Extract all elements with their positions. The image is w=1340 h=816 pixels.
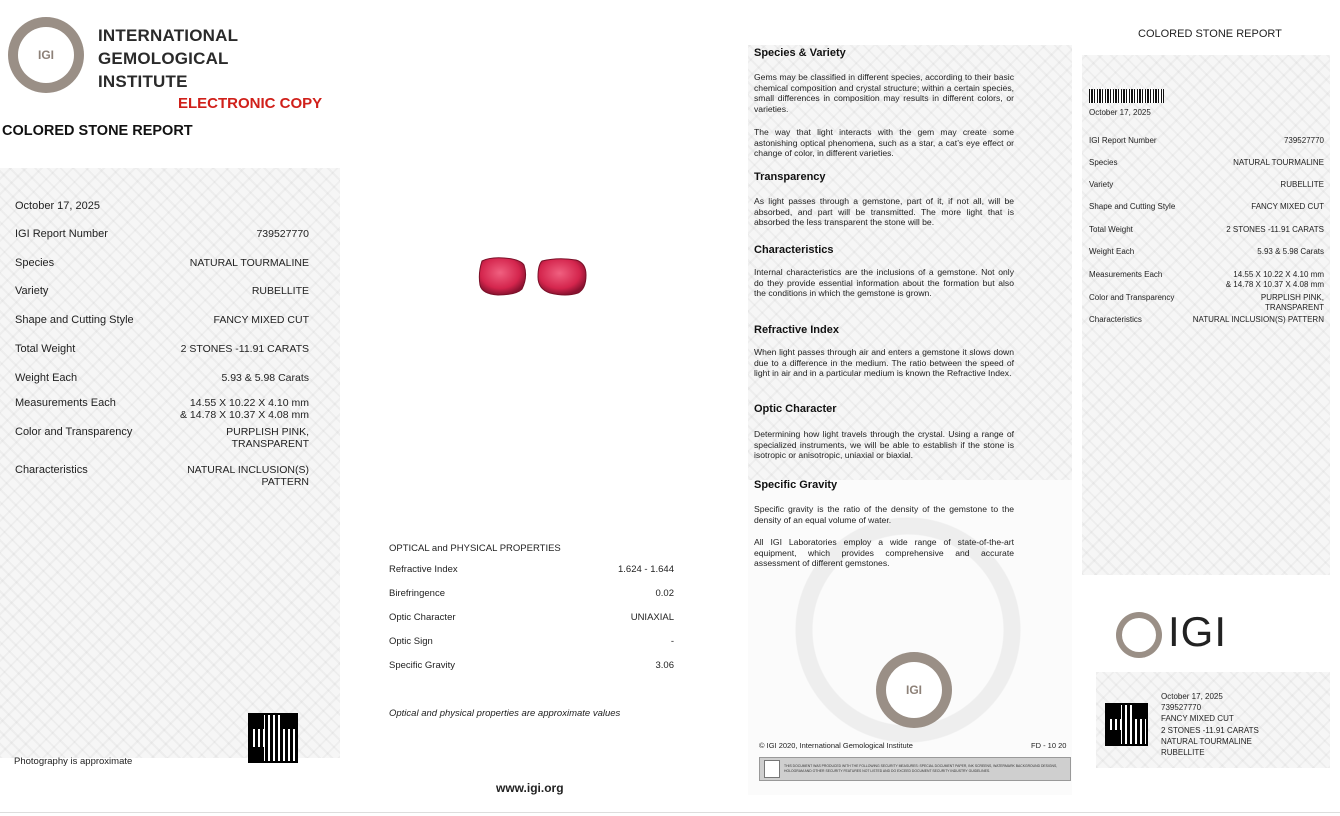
report-row xyxy=(15,464,309,488)
section-heading: Refractive Index xyxy=(754,324,839,336)
report-row xyxy=(15,228,309,240)
row-label: Variety xyxy=(15,285,49,297)
bottom-divider xyxy=(0,812,1340,813)
row-value xyxy=(187,464,309,488)
summary-label: Characteristics xyxy=(1089,315,1142,324)
property-label: Optic Character xyxy=(389,612,456,623)
report-row xyxy=(15,372,309,384)
igi-logo-text: IGI xyxy=(1168,608,1228,655)
row-value-line1: NATURAL INCLUSION(S) xyxy=(187,464,309,476)
property-label: Specific Gravity xyxy=(389,660,455,671)
row-value: 5.93 & 5.98 Carats xyxy=(221,372,309,384)
row-label: Characteristics xyxy=(15,464,88,476)
report-date: October 17, 2025 xyxy=(15,200,101,212)
row-value xyxy=(180,397,309,421)
summary-label: Measurements Each xyxy=(1089,270,1163,279)
row-label: Weight Each xyxy=(15,372,78,384)
summary-label: Total Weight xyxy=(1089,225,1133,234)
barcode xyxy=(1089,89,1164,103)
institute-name xyxy=(98,24,238,93)
summary-title: COLORED STONE REPORT xyxy=(1138,28,1282,40)
property-value: 3.06 xyxy=(655,660,674,671)
section-paragraph: Internal characteristics are the inclusions of a gemstone. Not only do they provide essential information about the formation but also the conditions in which the gemstone is grown. xyxy=(754,267,1014,299)
row-value: 2 STONES -11.91 CARATS xyxy=(180,343,309,355)
property-label: Refractive Index xyxy=(389,564,458,575)
label-line: October 17, 2025 xyxy=(1161,692,1223,701)
summary-value-line1: PURPLISH PINK, xyxy=(1260,293,1324,302)
label-qr-code xyxy=(1105,703,1148,746)
row-value xyxy=(226,426,309,450)
seal-text: IGI xyxy=(886,662,942,718)
section-paragraph: Specific gravity is the ratio of the density of the gemstone to the density of an equal volume of water. xyxy=(754,504,1014,525)
summary-value: 5.93 & 5.98 Carats xyxy=(1257,247,1324,256)
institute-line-1: INTERNATIONAL xyxy=(98,26,239,45)
properties-note: Optical and physical properties are approximate values xyxy=(389,708,621,719)
property-label: Birefringence xyxy=(389,588,445,599)
summary-value xyxy=(1226,270,1324,289)
security-note: THIS DOCUMENT WAS PRODUCED WITH THE FOLLOWING SECURITY MEASURES: SPECIAL DOCUMENT PAPER, INK SCREENS, WATERMARK BACKGROUND DESIGNS, HOLOGRAM AND OTHER SECURITY FEATURES NOT LISTED AND DO EXCEED DOCUMENT SECURITY INDUSTRY GUIDELINES. xyxy=(784,764,1058,773)
institute-line-2: GEMOLOGICAL xyxy=(98,49,229,68)
section-paragraph: The way that light interacts with the gem may create some astonishing optical phenomena, such as a star, a cat’s eye effect or change of color, in different varieties. xyxy=(754,127,1014,159)
form-code: FD - 10 20 xyxy=(1031,741,1067,750)
section-heading: Optic Character xyxy=(754,403,837,415)
section-paragraph: Gems may be classified in different species, according to their basic chemical composition and crystal structure; within a certain species, small differences in composition may results in different colors, or varieties. xyxy=(754,72,1014,114)
gemstone-photo xyxy=(476,255,590,299)
section-paragraph: Determining how light travels through the crystal. Using a range of specialized instruments, we will be able to establish if the stone is isotropic or anisotropic, uniaxial or biaxial. xyxy=(754,429,1014,461)
row-value-line1: PURPLISH PINK, xyxy=(226,426,309,438)
row-label: Total Weight xyxy=(15,343,76,355)
property-label: Optic Sign xyxy=(389,636,433,647)
label-line: FANCY MIXED CUT xyxy=(1161,714,1234,724)
summary-value: NATURAL TOURMALINE xyxy=(1233,158,1324,167)
summary-value: 739527770 xyxy=(1283,136,1324,145)
gemstone-left xyxy=(479,258,525,295)
summary-row xyxy=(1089,225,1324,235)
summary-value: 2 STONES -11.91 CARATS xyxy=(1226,225,1324,234)
small-seal-inner xyxy=(1122,618,1156,652)
row-label: Measurements Each xyxy=(15,397,116,409)
property-row xyxy=(389,564,674,575)
summary-label: Species xyxy=(1089,158,1118,167)
electronic-copy-label: ELECTRONIC COPY xyxy=(178,95,323,112)
summary-row xyxy=(1089,202,1324,212)
property-value: - xyxy=(670,636,674,647)
summary-date: October 17, 2025 xyxy=(1089,108,1151,117)
summary-label: IGI Report Number xyxy=(1089,136,1157,145)
photo-note: Photography is approximate xyxy=(14,756,133,767)
row-label: IGI Report Number xyxy=(15,228,108,240)
section-paragraph: When light passes through air and enters a gemstone it slows down due to a difference in the medium. The ratio between the speed of light in air and in a particular medium is known the Refractive Index. xyxy=(754,347,1014,379)
section-heading: Specific Gravity xyxy=(754,479,838,491)
summary-row xyxy=(1089,315,1324,325)
summary-value-line1: 14.55 X 10.22 X 4.10 mm xyxy=(1233,270,1324,279)
igi-small-seal xyxy=(1116,612,1162,658)
label-line: NATURAL TOURMALINE xyxy=(1161,736,1252,746)
summary-value: FANCY MIXED CUT xyxy=(1251,202,1324,211)
row-value: FANCY MIXED CUT xyxy=(213,314,309,326)
summary-label: Shape and Cutting Style xyxy=(1089,202,1176,211)
summary-value xyxy=(1261,293,1324,312)
summary-row xyxy=(1089,180,1324,190)
seal-text: IGI xyxy=(18,27,74,83)
label-line: 2 STONES -11.91 CARATS xyxy=(1161,725,1259,735)
summary-row xyxy=(1089,293,1324,312)
section-heading: Transparency xyxy=(754,171,826,183)
row-value: 739527770 xyxy=(256,228,309,240)
section-paragraph: All IGI Laboratories employ a wide range of state-of-the-art equipment, which provides comprehensive and accurate assessment of different gemstones. xyxy=(754,537,1014,569)
summary-label: Color and Transparency xyxy=(1089,293,1175,302)
label-line: RUBELLITE xyxy=(1161,748,1205,758)
row-value: NATURAL TOURMALINE xyxy=(189,257,309,269)
property-row xyxy=(389,660,674,671)
row-label: Species xyxy=(15,257,55,269)
summary-row xyxy=(1089,247,1324,257)
property-value: UNIAXIAL xyxy=(630,612,674,623)
property-row xyxy=(389,636,674,647)
website-link[interactable]: www.igi.org xyxy=(496,781,564,795)
qr-code xyxy=(248,713,298,763)
row-value: RUBELLITE xyxy=(251,285,309,297)
igi-seal-logo xyxy=(8,17,84,93)
section-heading: Characteristics xyxy=(754,244,834,256)
property-row xyxy=(389,588,674,599)
report-row xyxy=(15,314,309,326)
document-icon xyxy=(764,760,780,778)
row-value-line2: TRANSPARENT xyxy=(231,438,309,450)
section-heading: Species & Variety xyxy=(754,47,846,59)
row-value-line2: PATTERN xyxy=(261,476,309,488)
property-value: 1.624 - 1.644 xyxy=(618,564,674,575)
report-title: COLORED STONE REPORT xyxy=(2,123,193,139)
row-label: Color and Transparency xyxy=(15,426,133,438)
report-row xyxy=(15,257,309,269)
row-label: Shape and Cutting Style xyxy=(15,314,134,326)
properties-title: OPTICAL and PHYSICAL PROPERTIES xyxy=(389,543,561,554)
property-row xyxy=(389,612,674,623)
report-row xyxy=(15,343,309,355)
summary-label: Variety xyxy=(1089,180,1114,189)
summary-value-line2: & 14.78 X 10.37 X 4.08 mm xyxy=(1225,279,1324,289)
summary-row xyxy=(1089,270,1324,289)
report-row xyxy=(15,285,309,297)
summary-row xyxy=(1089,136,1324,146)
row-value-line1: 14.55 X 10.22 X 4.10 mm xyxy=(189,397,309,409)
label-line: 739527770 xyxy=(1161,703,1202,713)
summary-row xyxy=(1089,158,1324,168)
section-paragraph: As light passes through a gemstone, part of it, if not all, will be absorbed, and part will be transmitted. The more light that is absorbed the less transparent the stone will be. xyxy=(754,196,1014,228)
row-value-line2: & 14.78 X 10.37 X 4.08 mm xyxy=(180,409,309,421)
report-row xyxy=(15,426,309,450)
summary-label: Weight Each xyxy=(1089,247,1135,256)
report-row xyxy=(15,397,309,421)
summary-value: RUBELLITE xyxy=(1280,180,1324,189)
security-strip xyxy=(759,757,1071,781)
gemstone-right xyxy=(538,259,586,295)
copyright-text: © IGI 2020, International Gemological Institute xyxy=(759,741,913,750)
label-text xyxy=(1161,691,1259,758)
summary-value-line2: TRANSPARENT xyxy=(1265,302,1324,312)
property-value: 0.02 xyxy=(655,588,674,599)
summary-value: NATURAL INCLUSION(S) PATTERN xyxy=(1192,315,1324,324)
institute-line-3: INSTITUTE xyxy=(98,72,188,91)
igi-seal-logo xyxy=(876,652,952,728)
